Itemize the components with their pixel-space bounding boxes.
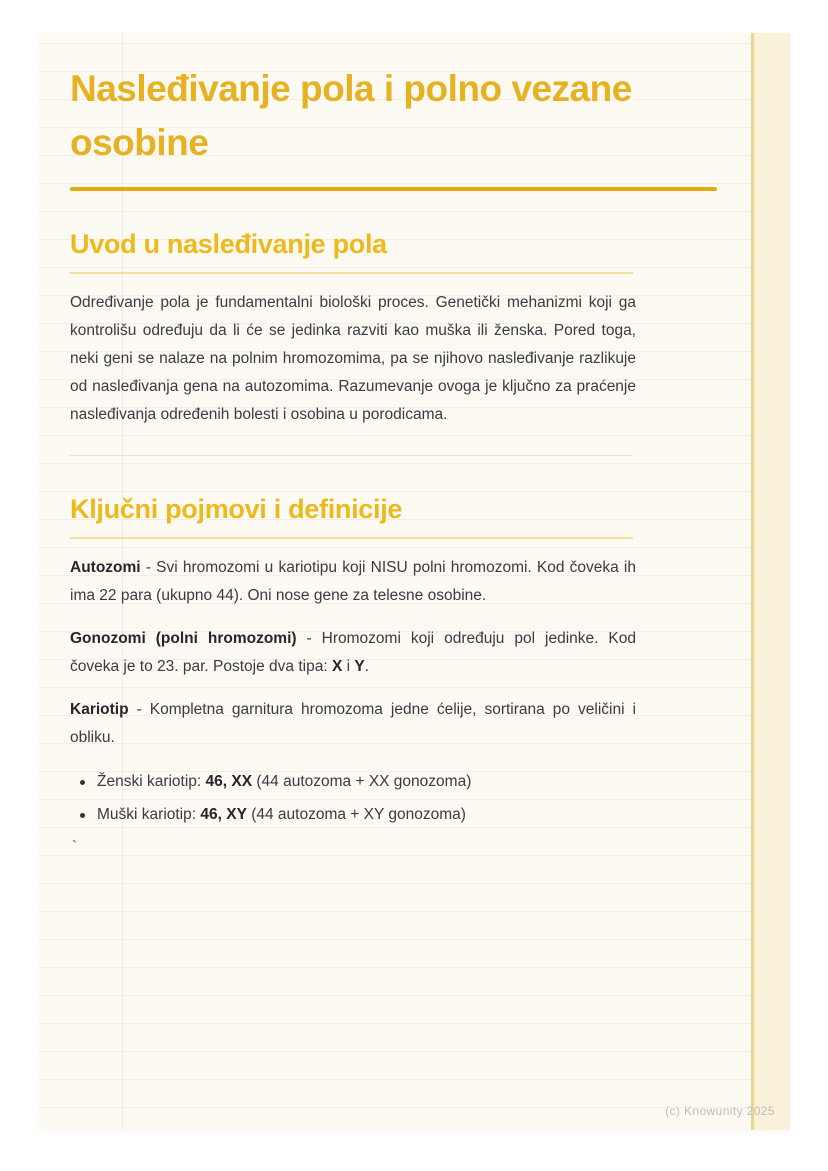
text-segment: Autozomi [70, 559, 141, 576]
text-segment: Muški kariotip: [97, 806, 201, 823]
text-segment: Gonozomi (polni hromozomi) [70, 630, 297, 647]
list-item-muski-kariotip [97, 801, 636, 829]
text-segment: 46, XX [205, 773, 253, 790]
definition-autozomi [70, 554, 636, 610]
section-uvod-underline-rule [70, 272, 633, 274]
title-underline-rule [70, 187, 717, 191]
section-divider [70, 455, 633, 456]
page-title: Nasleđivanje pola i polno vezane osobine [70, 68, 632, 163]
list-item-zenski-kariotip [97, 768, 636, 796]
footer-credit: (c) Knowunity 2025 [665, 1104, 775, 1118]
intro-paragraph: Određivanje pola je fundamentalni biološki proces. Genetički mehanizmi koji ga kontrolišu određuju da li će se jedinka razviti kao muška ili ženska. Pored toga, neki geni se nalaze na polnim hromozomima, pa se njihovo nasleđivanje razlikuje od nasleđivanja gena na autozomima. Razumevanje ovoga je ključno za praćenje nasleđivanja određenih bolesti i osobina u porodicama. [70, 294, 636, 423]
text-segment: - Kompletna garnitura hromozoma jedne ćelije, sortirana po veličini i obliku. [70, 701, 636, 746]
section-pojmovi-underline-rule [70, 537, 633, 539]
stray-backtick-mark: ` [72, 838, 77, 855]
text-segment: (44 autozoma + XY gonozoma) [246, 806, 466, 823]
text-segment: Y [354, 658, 365, 675]
definition-gonozomi [70, 625, 636, 681]
text-segment: X [331, 658, 343, 675]
text-segment: i [342, 658, 355, 675]
text-segment: 46, XY [200, 806, 247, 823]
notebook-sheet [40, 33, 790, 1130]
section-heading-uvod: Uvod u nasleđivanje pola [70, 229, 387, 259]
definition-kariotip [70, 696, 636, 752]
text-segment: - Hromozomi koji određuju pol jedinke. Kod čoveka je to 23. par. Postoje dva tipa: [70, 630, 636, 675]
right-accent-stripe [751, 33, 790, 1130]
text-segment: . [364, 658, 370, 675]
text-segment: Ženski kariotip: [97, 773, 206, 790]
text-segment: - Svi hromozomi u kariotipu koji NISU polni hromozomi. Kod čoveka ih ima 22 para (ukupno 44). Oni nose gene za telesne osobine. [70, 559, 636, 604]
text-segment: Kariotip [70, 701, 129, 718]
kariotip-list [70, 768, 636, 829]
text-segment: (44 autozoma + XX gonozoma) [252, 773, 472, 790]
document-content [70, 33, 636, 857]
section-heading-pojmovi: Ključni pojmovi i definicije [70, 494, 403, 524]
